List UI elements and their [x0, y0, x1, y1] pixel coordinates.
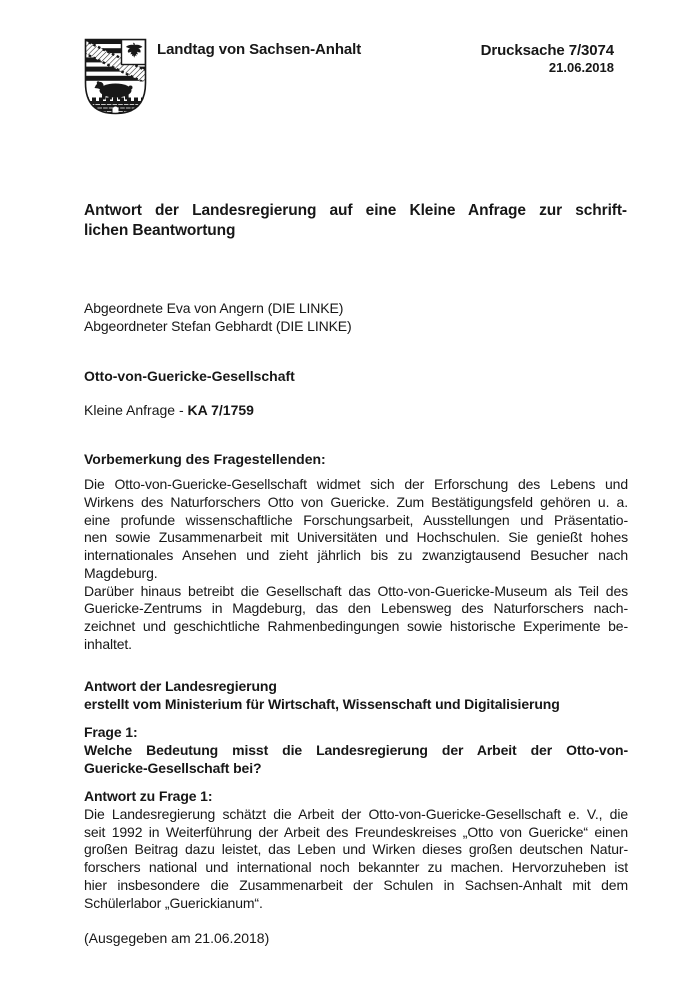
- preliminary-body: [84, 476, 628, 654]
- requesters-list: [84, 300, 627, 336]
- question-1: [84, 723, 628, 777]
- text-line: erstellt vom Ministerium für Wirtschaft, Wissenschaft und Digitalisierung: [84, 696, 560, 712]
- answer-1: [84, 788, 628, 912]
- text-line: Abgeordnete Eva von Angern (DIE LINKE): [84, 300, 344, 316]
- text-line: forschers national und international noch bekannter zu machen. Hervorzuheben ist: [84, 859, 628, 875]
- issued-date-note: (Ausgegeben am 21.06.2018): [84, 930, 270, 946]
- answer-1-label: Antwort zu Frage 1:: [84, 788, 213, 804]
- request-reference: [84, 402, 254, 418]
- document-title: [84, 201, 627, 240]
- request-number: KA 7/1759: [187, 402, 254, 418]
- text-line: großen Beitrag dazu leistet, das Leben und Wirken dieses großen deutschen Natur-: [84, 841, 628, 858]
- text-line: lichen Beantwortung: [84, 221, 236, 239]
- text-line: internationales Ansehen und zieht jährlich bis zu zwanzigtausend Besucher nach: [84, 547, 628, 563]
- text-line: Guericke-Gesellschaft bei?: [84, 760, 262, 776]
- text-line: Die Otto-von-Guericke-Gesellschaft widmet sich der Erforschung des Lebens und: [84, 476, 628, 492]
- text-line: Abgeordneter Stefan Gebhardt (DIE LINKE): [84, 317, 352, 334]
- subject-heading: Otto-von-Guericke-Gesellschaft: [84, 368, 295, 384]
- preliminary-paragraph: [84, 476, 628, 583]
- text-line: nen sowie Zusammenarbeit mit Universitäten und Hochschulen. Sie genießt hohes: [84, 529, 628, 546]
- preliminary-heading: Vorbemerkung des Fragestellenden:: [84, 451, 326, 467]
- text-line: seit 1992 in Weiterführung der Arbeit des Freundeskreises „Otto von Guericke“ einen: [84, 823, 628, 840]
- text-line: Antwort der Landesregierung auf eine Kleine Anfrage zur schrift-: [84, 202, 627, 219]
- preliminary-paragraph: [84, 583, 628, 654]
- text-line: Die Landesregierung schätzt die Arbeit der Otto-von-Guericke-Gesellschaft e. V., die: [84, 805, 628, 822]
- text-line: zeichnet und geschichtliche Rahmenbedingungen sowie historische Experimente be-: [84, 618, 628, 634]
- text-line: Schülerlabor „Guerickianum“.: [84, 894, 263, 911]
- text-line: Guericke-Zentrums in Magdeburg, das den Lebensweg des Naturforschers nach-: [84, 600, 628, 617]
- question-1-label: Frage 1:: [84, 724, 138, 740]
- answer-1-text: [84, 806, 628, 913]
- text-line: Welche Bedeutung misst die Landesregierung der Arbeit der Otto-von-: [84, 742, 628, 758]
- text-line: Wirkens des Naturforschers Otto von Guericke. Zum Bestätigungsfeld gehören u. a.: [84, 493, 628, 510]
- document-number: Drucksache 7/3074: [480, 42, 614, 59]
- text-line: Magdeburg.: [84, 564, 158, 581]
- document-meta: [481, 41, 614, 76]
- text-line: Antwort der Landesregierung: [84, 678, 277, 694]
- text-line: Darüber hinaus betreibt die Gesellschaft das Otto-von-Guericke-Museum als Teil des: [84, 582, 628, 599]
- answer-heading: [84, 677, 628, 713]
- coat-of-arms-icon: [84, 38, 147, 115]
- text-line: eine profunde wissenschaftliche Forschungsarbeit, Ausstellungen und Präsentatio-: [84, 511, 628, 528]
- text-line: hier insbesondere die Zusammenarbeit der Schulen in Sachsen-Anhalt mit dem: [84, 876, 628, 893]
- request-label: Kleine Anfrage -: [84, 402, 188, 418]
- institution-name: Landtag von Sachsen-Anhalt: [157, 41, 362, 58]
- document-date: 21.06.2018: [548, 60, 614, 75]
- text-line: inhaltet.: [84, 635, 132, 652]
- question-1-text: [84, 741, 628, 777]
